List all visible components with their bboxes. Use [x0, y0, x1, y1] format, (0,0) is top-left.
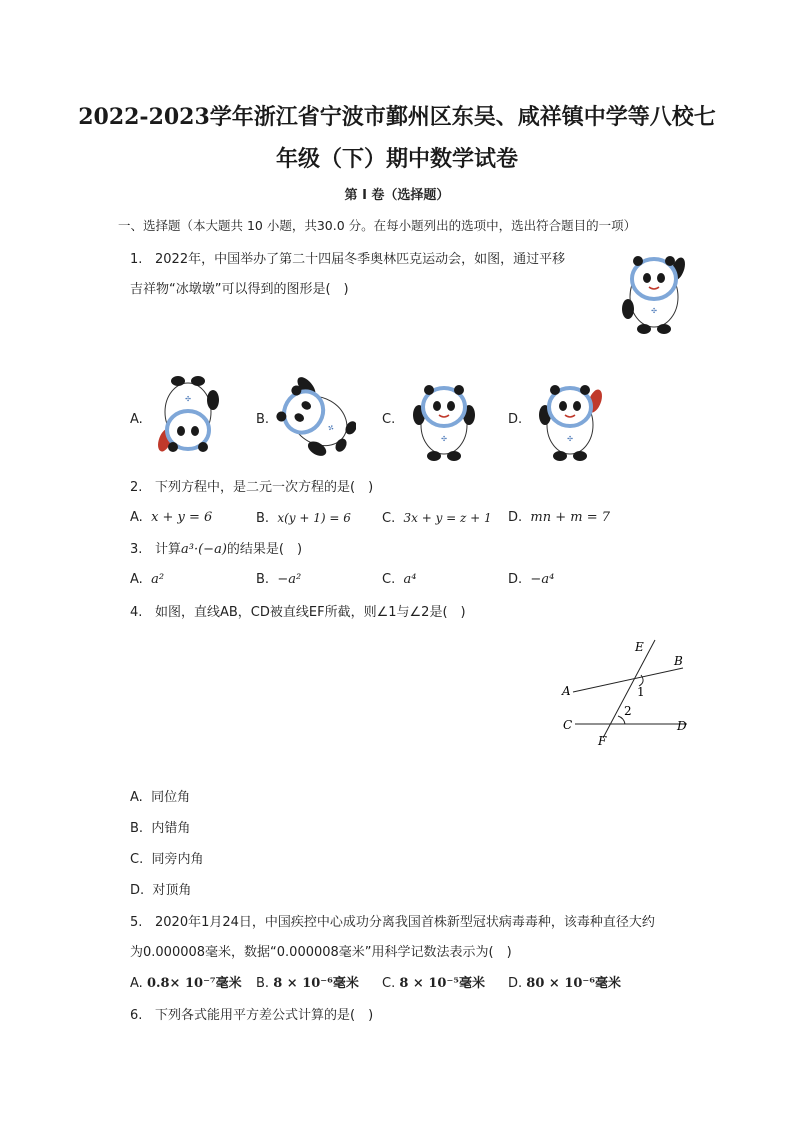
label-e: E: [635, 640, 644, 654]
q2-option-b[interactable]: B. x(y + 1) = 6: [256, 511, 351, 526]
q1-option-b-label: B.: [256, 412, 270, 427]
instructions: 一、选择题（本大题共 10 小题，共30.0 分。在每小题列出的选项中，选出符合题目的一项）: [118, 218, 637, 233]
q4-option-c[interactable]: C. 同旁内角: [130, 852, 204, 867]
q6-text: 下列各式能用平方差公式计算的是( ): [155, 1008, 374, 1023]
q1-option-c-label: C.: [382, 412, 396, 427]
q4-text: 如图，直线AB，CD被直线EF所截，则∠1与∠2是( ): [155, 605, 466, 620]
label-b: B: [674, 654, 683, 668]
label-f: F: [598, 734, 607, 748]
q3-option-a[interactable]: A. a²: [130, 572, 165, 587]
q1-option-d-image[interactable]: [528, 376, 612, 462]
q3-text: 计算a³·(−a)的结果是( ): [155, 542, 303, 557]
svg-text:✣: ✣: [441, 435, 447, 443]
q2-option-a[interactable]: A. x + y = 6: [130, 510, 213, 525]
line-ab: [573, 668, 683, 692]
q2-option-a-expr: x + y = 6: [151, 510, 213, 525]
svg-text:✣: ✣: [651, 307, 657, 315]
q4-option-a[interactable]: A. 同位角: [130, 790, 191, 805]
q4-number: 4.: [130, 605, 143, 620]
q5-option-b[interactable]: B. 8 × 10⁻⁶毫米: [256, 976, 359, 991]
label-2: 2: [624, 704, 632, 718]
line-ef: [603, 640, 655, 738]
q5-option-d[interactable]: D. 80 × 10⁻⁶毫米: [508, 976, 621, 991]
exam-title-line1: 2022-2023学年浙江省宁波市鄞州区东吴、咸祥镇中学等八校七: [78, 104, 716, 130]
q2-option-d[interactable]: D. mn + m = 7: [508, 510, 611, 525]
q5-option-c[interactable]: C. 8 × 10⁻⁵毫米: [382, 976, 485, 991]
label-1: 1: [637, 685, 645, 699]
q3-option-b[interactable]: B. −a²: [256, 572, 302, 587]
q1-option-c-image[interactable]: [404, 376, 484, 462]
q2-text: 下列方程中，是二元一次方程的是( ): [155, 480, 374, 495]
q2-option-c-expr: 3x + y = z + 1: [403, 511, 492, 525]
q4-option-b[interactable]: B. 内错角: [130, 821, 191, 836]
q1-text-line2: 吉祥物“冰墩墩”可以得到的图形是( ): [130, 282, 349, 297]
q2-number: 2.: [130, 480, 143, 495]
q4-option-d[interactable]: D. 对顶角: [130, 883, 192, 898]
q2-option-d-expr: mn + m = 7: [530, 510, 611, 525]
q3-option-d[interactable]: D. −a⁴: [508, 572, 555, 587]
section-title: 第 I 卷（选择题）: [344, 188, 450, 203]
q1-option-a-image[interactable]: [148, 376, 228, 460]
label-d: D: [677, 719, 687, 733]
exam-title-line2: 年级（下）期中数学试卷: [275, 146, 518, 172]
label-c: C: [563, 718, 573, 732]
q1-text-line1: 2022年，中国举办了第二十四届冬季奥林匹克运动会，如图，通过平移: [155, 252, 566, 267]
q1-number: 1.: [130, 252, 143, 267]
svg-text:✣: ✣: [185, 394, 191, 402]
q2-option-b-expr: x(y + 1) = 6: [277, 511, 351, 525]
mascot-reference-image: [612, 248, 696, 334]
q5-text-line2: 为0.000008毫米，数据“0.000008毫米”用科学记数法表示为( ): [130, 945, 512, 960]
q1-option-a-label: A.: [130, 412, 143, 427]
q1-option-b-image[interactable]: [272, 376, 356, 460]
q6-number: 6.: [130, 1008, 143, 1023]
q1-option-d-label: D.: [508, 412, 523, 427]
svg-text:✣: ✣: [326, 423, 337, 433]
q5-number: 5.: [130, 915, 143, 930]
q2-option-c[interactable]: C. 3x + y = z + 1: [382, 511, 492, 526]
q3-option-c[interactable]: C. a⁴: [382, 572, 417, 587]
svg-text:✣: ✣: [567, 435, 573, 443]
label-a: A: [562, 684, 571, 698]
q4-geometry-figure: [555, 632, 705, 752]
q5-text-line1: 2020年1月24日，中国疾控中心成功分离我国首株新型冠状病毒毒种，该毒种直径大约: [155, 915, 655, 930]
q3-expr: a³·(−a): [181, 542, 227, 557]
q5-option-a[interactable]: A. 0.8× 10⁻⁷毫米: [130, 976, 242, 991]
q3-number: 3.: [130, 542, 143, 557]
